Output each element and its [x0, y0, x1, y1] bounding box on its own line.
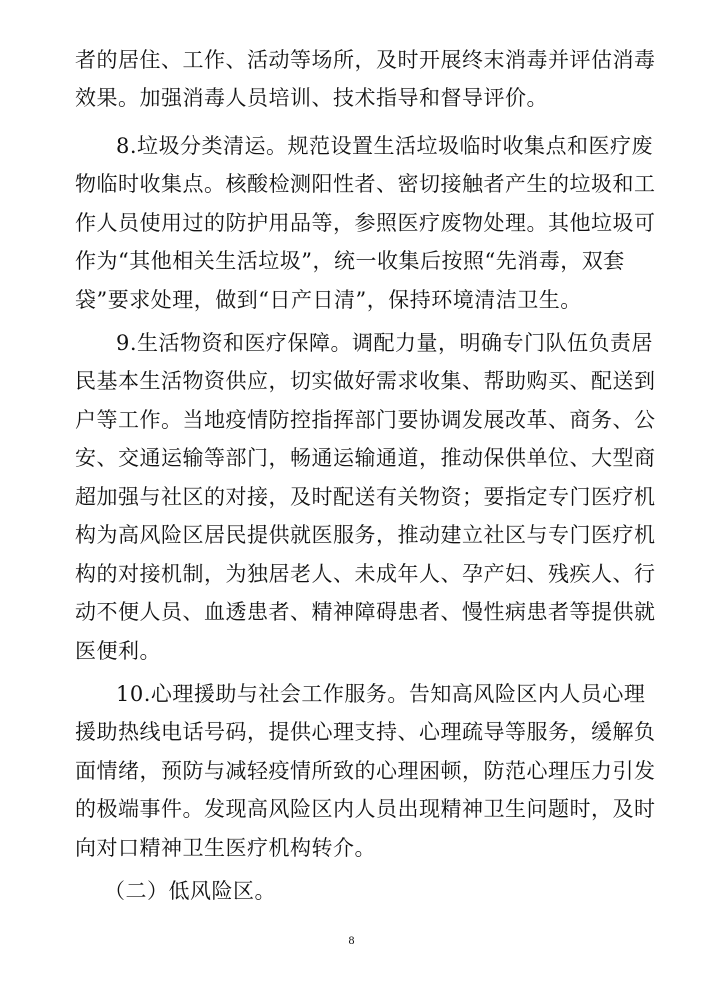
text-line: 医便利。	[75, 639, 161, 663]
text-line: 向对口精神卫生医疗机构转介。	[75, 836, 376, 860]
text-line: 效果。加强消毒人员培训、技术指导和督导评价。	[75, 86, 548, 110]
text-line: 安、交通运输等部门，畅通运输通道，推动保供单位、大型商	[75, 446, 656, 470]
text-line: 动不便人员、血透患者、精神障碍患者、慢性病患者等提供就	[75, 600, 656, 624]
text-line: 超加强与社区的对接，及时配送有关物资；要指定专门医疗机	[75, 485, 656, 509]
text-line: 构的对接机制，为独居老人、未成年人、孕产妇、残疾人、行	[75, 562, 656, 586]
text-line: 作为“其他相关生活垃圾”，统一收集后按照“先消毒，双套	[75, 249, 625, 273]
text-line: 物临时收集点。核酸检测阳性者、密切接触者产生的垃圾和工	[75, 172, 656, 196]
text-line: 袋”要求处理，做到“日产日清”，保持环境清洁卫生。	[75, 288, 582, 312]
text-line: 民基本生活物资供应，切实做好需求收集、帮助购买、配送到	[75, 369, 656, 393]
text-line: 的极端事件。发现高风险区内人员出现精神卫生问题时，及时	[75, 797, 656, 821]
text-line: 者的居住、工作、活动等场所，及时开展终末消毒并评估消毒	[75, 48, 656, 72]
page-number: 8	[348, 933, 355, 947]
section-heading-low-risk-area: （二）低风险区。	[104, 879, 276, 903]
text-line: 户等工作。当地疫情防控指挥部门要协调发展改革、商务、公	[75, 408, 656, 432]
text-line: 援助热线电话号码，提供心理支持、心理疏导等服务，缓解负	[75, 720, 656, 744]
text-line: 面情绪，预防与减轻疫情所致的心理困顿，防范心理压力引发	[75, 759, 656, 783]
text-line: 构为高风险区居民提供就医服务，推动建立社区与专门医疗机	[75, 523, 656, 547]
paragraph-9-heading-line: 9.生活物资和医疗保障。调配力量，明确专门队伍负责居	[116, 331, 654, 355]
text-line: 作人员使用过的防护用品等，参照医疗废物处理。其他垃圾可	[75, 211, 656, 235]
paragraph-10-heading-line: 10.心理援助与社会工作服务。告知高风险区内人员心理	[116, 682, 646, 706]
paragraph-8-heading-line: 8.垃圾分类清运。规范设置生活垃圾临时收集点和医疗废	[116, 134, 654, 158]
